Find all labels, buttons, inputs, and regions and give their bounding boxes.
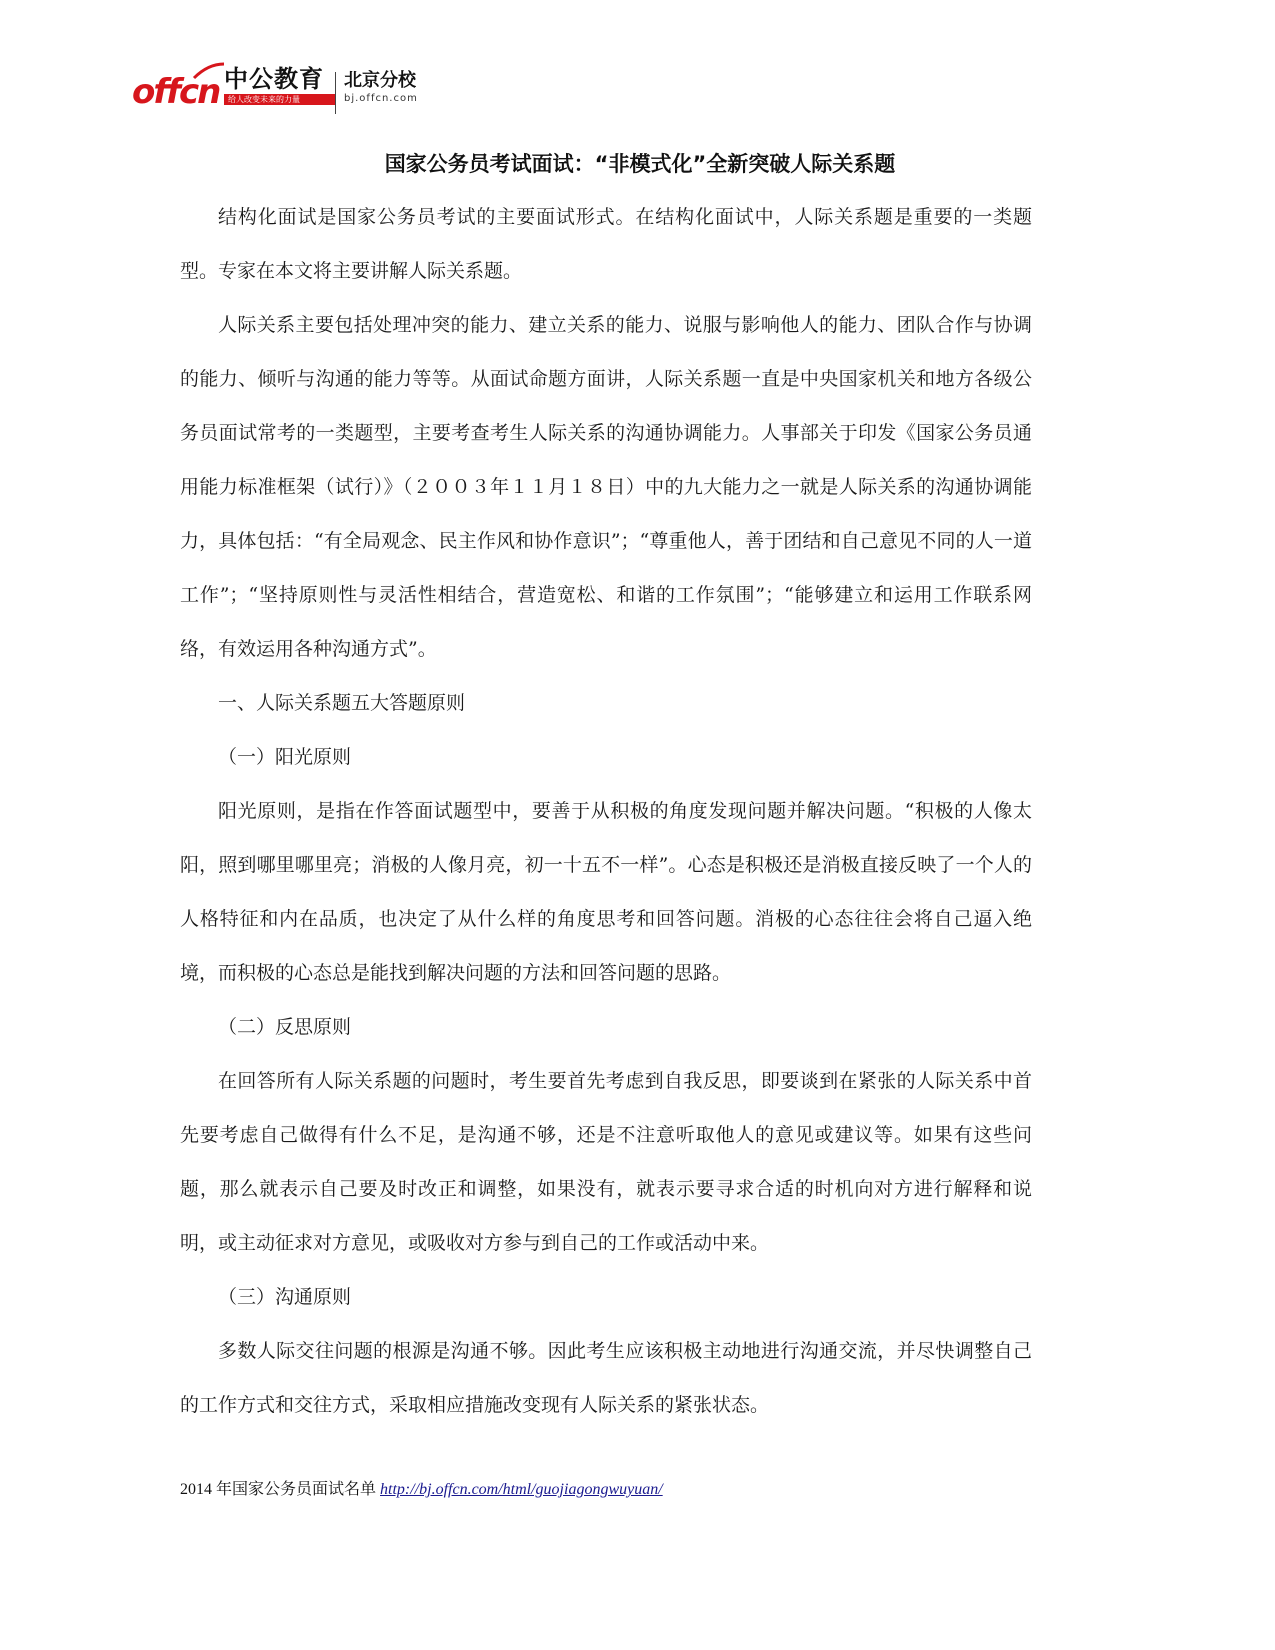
paragraph: 人际关系主要包括处理冲突的能力、建立关系的能力、说服与影响他人的能力、团队合作与协调的能力、倾听与沟通的能力等等。从面试命题方面讲，人际关系题一直是中央国家机关和地方各级公务员面试常考的一类题型，主要考查考生人际关系的沟通协调能力。人事部关于印发《国家公务员通用能力标准框架（试行）》（２００３年１１月１８日）中的九大能力之一就是人际关系的沟通协调能力，具体包括：“有全局观念、民主作风和协作意识”；“尊重他人，善于团结和自己意见不同的人一道工作”；“坚持原则性与灵活性相结合，营造宽松、和谐的工作氛围”；“能够建立和运用工作联系网络，有效运用各种沟通方式”。: [180, 314, 1032, 660]
logo-offcn-text: offcn: [132, 72, 220, 112]
paragraph: 阳光原则，是指在作答面试题型中，要善于从积极的角度发现问题并解决问题。“积极的人像太阳，照到哪里哪里亮；消极的人像月亮，初一十五不一样”。心态是积极还是消极直接反映了一个人的人格特征和内在品质，也决定了从什么样的角度思考和回答问题。消极的心态往往会将自己逼入绝境，而积极的心态总是能找到解决问题的方法和回答问题的思路。: [180, 800, 1032, 984]
logo-divider: [335, 72, 336, 114]
subsection-heading: （二）反思原则: [218, 1016, 352, 1038]
footer-link[interactable]: http://bj.offcn.com/html/guojiagongwuyuan/: [380, 1481, 663, 1498]
branch-url: bj.offcn.com: [344, 93, 418, 104]
branch-block: [344, 70, 418, 106]
document-title: 国家公务员考试面试：“非模式化”全新突破人际关系题: [384, 152, 896, 176]
subsection-heading: （三）沟通原则: [218, 1286, 352, 1308]
brand-slogan: 给人改变未来的力量: [224, 94, 336, 105]
page-footer: [180, 1476, 663, 1499]
subsection-heading: （一）阳光原则: [218, 746, 352, 768]
paragraph: 在回答所有人际关系题的问题时，考生要首先考虑到自我反思，即要谈到在紧张的人际关系中首先要考虑自己做得有什么不足，是沟通不够，还是不注意听取他人的意见或建议等。如果有这些问题，那么就表示自己要及时改正和调整，如果没有，就表示要寻求合适的时机向对方进行解释和说明，或主动征求对方意见，或吸收对方参与到自己的工作或活动中来。: [180, 1070, 1032, 1254]
document-body: [180, 190, 1032, 1432]
footer-text: 2014 年国家公务员面试名单: [180, 1481, 381, 1498]
brand-name: 中公教育: [224, 65, 324, 93]
branch-name: 北京分校: [344, 70, 416, 91]
brand-block: [224, 66, 336, 105]
paragraph: 多数人际交往问题的根源是沟通不够。因此考生应该积极主动地进行沟通交流，并尽快调整自己的工作方式和交往方式，采取相应措施改变现有人际关系的紧张状态。: [180, 1340, 1032, 1416]
section-heading: 一、人际关系题五大答题原则: [218, 692, 466, 714]
offcn-logo: [132, 62, 452, 120]
swoosh-icon: [192, 62, 226, 80]
paragraph: 结构化面试是国家公务员考试的主要面试形式。在结构化面试中，人际关系题是重要的一类题型。专家在本文将主要讲解人际关系题。: [180, 206, 1032, 282]
